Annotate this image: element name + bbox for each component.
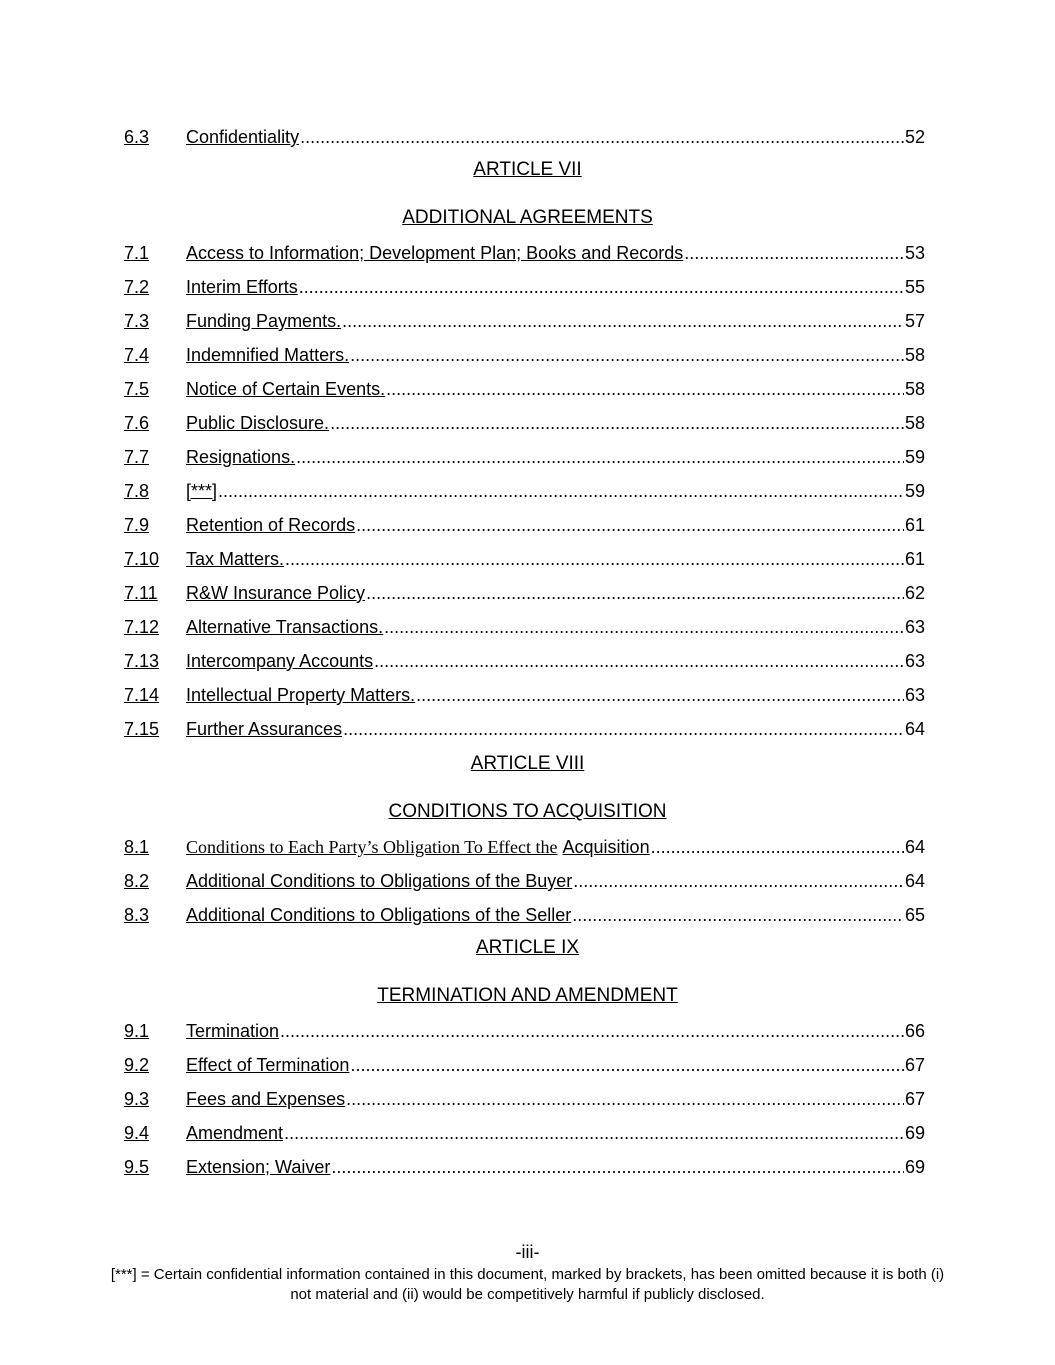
dot-leader bbox=[416, 684, 904, 706]
toc-entry-7-12[interactable] bbox=[124, 612, 925, 638]
toc-entry-title: Effect of Termination bbox=[186, 1055, 350, 1075]
toc-entry-7-15[interactable] bbox=[124, 714, 925, 740]
toc-entry-title: Retention of Records bbox=[186, 515, 356, 535]
page-number: -iii- bbox=[515, 1242, 540, 1262]
dot-leader bbox=[651, 836, 904, 858]
toc-entry-title: Further Assurances bbox=[186, 719, 343, 739]
toc-entry-number: 9.5 bbox=[124, 1157, 150, 1177]
toc-entry-page: 67 bbox=[904, 1089, 925, 1109]
toc-entry-title: Fees and Expenses bbox=[186, 1089, 346, 1109]
toc-entry-title: Additional Conditions to Obligations of the Buyer bbox=[186, 871, 573, 891]
toc-entry-number: 7.11 bbox=[124, 583, 158, 603]
dot-leader bbox=[366, 582, 904, 604]
toc-entry-page: 55 bbox=[904, 277, 925, 297]
toc-entry-7-10[interactable] bbox=[124, 544, 925, 570]
toc-entry-title: Confidentiality bbox=[186, 127, 300, 147]
toc-entry-number: 7.3 bbox=[124, 311, 150, 331]
toc-entry-page: 64 bbox=[904, 871, 925, 891]
toc-entry-9-2[interactable] bbox=[124, 1050, 925, 1076]
toc-entry-title: Alternative Transactions. bbox=[186, 617, 384, 637]
toc-entry-number: 8.2 bbox=[124, 871, 150, 891]
toc-entry-title: Access to Information; Development Plan; Books and Records bbox=[186, 243, 684, 263]
dot-leader bbox=[572, 904, 904, 926]
toc-entry-7-9[interactable] bbox=[124, 510, 925, 536]
toc-entry-page: 63 bbox=[904, 685, 925, 705]
toc-entry-page: 58 bbox=[904, 345, 925, 365]
toc-entry-title: [***] bbox=[186, 481, 218, 501]
toc-entry-number: 7.12 bbox=[124, 617, 160, 637]
toc-entry-title: Funding Payments. bbox=[186, 311, 342, 331]
toc-entry-page: 58 bbox=[904, 379, 925, 399]
toc-entry-number: 7.4 bbox=[124, 345, 150, 365]
toc-entry-8-1[interactable] bbox=[124, 832, 925, 858]
toc-entry-number: 7.13 bbox=[124, 651, 160, 671]
toc-entry-page: 61 bbox=[904, 515, 925, 535]
toc-entry-page: 59 bbox=[904, 481, 925, 501]
toc-entry-title: Intercompany Accounts bbox=[186, 651, 374, 671]
article-vii-subheading: ADDITIONAL AGREEMENTS bbox=[402, 207, 653, 228]
article-ix-heading: ARTICLE IX bbox=[475, 937, 580, 958]
toc-entry-title: Termination bbox=[186, 1021, 280, 1041]
toc-entry-title: Conditions to Each Party’s Obligation To Effect the bbox=[186, 837, 558, 857]
toc-entry-7-3[interactable] bbox=[124, 306, 925, 332]
dot-leader bbox=[350, 344, 904, 366]
article-ix-subheading: TERMINATION AND AMENDMENT bbox=[377, 985, 678, 1006]
dot-leader bbox=[350, 1054, 904, 1076]
toc-entry-title: Public Disclosure. bbox=[186, 413, 330, 433]
dot-leader bbox=[218, 480, 904, 502]
toc-entry-page: 57 bbox=[904, 311, 925, 331]
toc-entry-page: 59 bbox=[904, 447, 925, 467]
toc-entry-page: 64 bbox=[904, 719, 925, 739]
toc-entry-page: 64 bbox=[904, 837, 925, 857]
dot-leader bbox=[346, 1088, 904, 1110]
toc-entry-page: 62 bbox=[904, 583, 925, 603]
toc-entry-7-2[interactable] bbox=[124, 272, 925, 298]
dot-leader bbox=[343, 718, 904, 740]
article-viii-heading: ARTICLE VIII bbox=[470, 753, 585, 774]
toc-entry-page: 53 bbox=[904, 243, 925, 263]
toc-entry-number: 7.10 bbox=[124, 549, 160, 569]
article-vii-heading: ARTICLE VII bbox=[473, 159, 582, 180]
toc-entry-title: Notice of Certain Events. bbox=[186, 379, 386, 399]
toc-entry-number: 9.1 bbox=[124, 1021, 150, 1041]
toc-entry-number: 8.1 bbox=[124, 837, 150, 857]
toc-entry-title-tail: Acquisition bbox=[562, 837, 650, 857]
dot-leader bbox=[384, 616, 904, 638]
toc-entry-page: 63 bbox=[904, 617, 925, 637]
toc-entry-number: 7.7 bbox=[124, 447, 150, 467]
toc-entry-title: Extension; Waiver bbox=[186, 1157, 331, 1177]
toc-entry-title: Additional Conditions to Obligations of the Seller bbox=[186, 905, 572, 925]
toc-entry-number: 7.15 bbox=[124, 719, 160, 739]
toc-entry-title: Interim Efforts bbox=[186, 277, 298, 297]
dot-leader bbox=[296, 446, 904, 468]
toc-entry-title: Intellectual Property Matters. bbox=[186, 685, 416, 705]
toc-entry-page: 69 bbox=[904, 1123, 925, 1143]
toc-entry-number: 9.4 bbox=[124, 1123, 150, 1143]
dot-leader bbox=[356, 514, 904, 536]
dot-leader bbox=[284, 1122, 904, 1144]
toc-entry-number: 9.3 bbox=[124, 1089, 150, 1109]
toc-entry-6-3[interactable] bbox=[124, 122, 925, 148]
toc-entry-page: 58 bbox=[904, 413, 925, 433]
dot-leader bbox=[300, 126, 904, 148]
toc-entry-7-5[interactable] bbox=[124, 374, 925, 400]
dot-leader bbox=[374, 650, 904, 672]
dot-leader bbox=[342, 310, 904, 332]
article-viii-subheading: CONDITIONS TO ACQUISITION bbox=[388, 801, 667, 822]
toc-entry-page: 67 bbox=[904, 1055, 925, 1075]
confidentiality-footnote: [***] = Certain confidential information contained in this document, marked by brackets, has been omitted because it is both (i) not material and (ii) would be competitively harmful if publicly disclosed. bbox=[110, 1266, 945, 1303]
toc-entry-title: Tax Matters. bbox=[186, 549, 285, 569]
toc-entry-7-13[interactable] bbox=[124, 646, 925, 672]
toc-entry-title: Resignations. bbox=[186, 447, 296, 467]
toc-entry-number: 7.1 bbox=[124, 243, 150, 263]
dot-leader bbox=[573, 870, 904, 892]
toc-entry-number: 7.14 bbox=[124, 685, 160, 705]
toc-entry-page: 61 bbox=[904, 549, 925, 569]
dot-leader bbox=[299, 276, 904, 298]
toc-entry-9-1[interactable] bbox=[124, 1016, 925, 1042]
toc-entry-page: 65 bbox=[904, 905, 925, 925]
dot-leader bbox=[285, 548, 904, 570]
toc-entry-number: 7.9 bbox=[124, 515, 150, 535]
dot-leader bbox=[331, 1156, 904, 1178]
toc-entry-number: 8.3 bbox=[124, 905, 150, 925]
toc-entry-title: Indemnified Matters. bbox=[186, 345, 350, 365]
toc-entry-7-1[interactable] bbox=[124, 238, 925, 264]
toc-entry-7-6[interactable] bbox=[124, 408, 925, 434]
toc-entry-7-7[interactable] bbox=[124, 442, 925, 468]
dot-leader bbox=[684, 242, 904, 264]
toc-entry-7-11[interactable] bbox=[124, 578, 925, 604]
toc-entry-number: 9.2 bbox=[124, 1055, 150, 1075]
toc-entry-9-5[interactable] bbox=[124, 1152, 925, 1178]
toc-entry-8-3[interactable] bbox=[124, 900, 925, 926]
toc-entry-page: 69 bbox=[904, 1157, 925, 1177]
toc-entry-number: 7.5 bbox=[124, 379, 150, 399]
toc-entry-page: 52 bbox=[904, 127, 925, 147]
toc-entry-title: R&W Insurance Policy bbox=[186, 583, 366, 603]
toc-entry-number: 6.3 bbox=[124, 127, 150, 147]
toc-entry-7-4[interactable] bbox=[124, 340, 925, 366]
toc-entry-number: 7.2 bbox=[124, 277, 150, 297]
toc-entry-title: Amendment bbox=[186, 1123, 284, 1143]
toc-entry-number: 7.6 bbox=[124, 413, 150, 433]
toc-entry-8-2[interactable] bbox=[124, 866, 925, 892]
toc-entry-number: 7.8 bbox=[124, 481, 150, 501]
dot-leader bbox=[280, 1020, 904, 1042]
toc-entry-9-4[interactable] bbox=[124, 1118, 925, 1144]
toc-entry-page: 66 bbox=[904, 1021, 925, 1041]
dot-leader bbox=[386, 378, 904, 400]
toc-entry-7-8[interactable] bbox=[124, 476, 925, 502]
toc-entry-9-3[interactable] bbox=[124, 1084, 925, 1110]
dot-leader bbox=[330, 412, 904, 434]
toc-entry-7-14[interactable] bbox=[124, 680, 925, 706]
toc-entry-page: 63 bbox=[904, 651, 925, 671]
